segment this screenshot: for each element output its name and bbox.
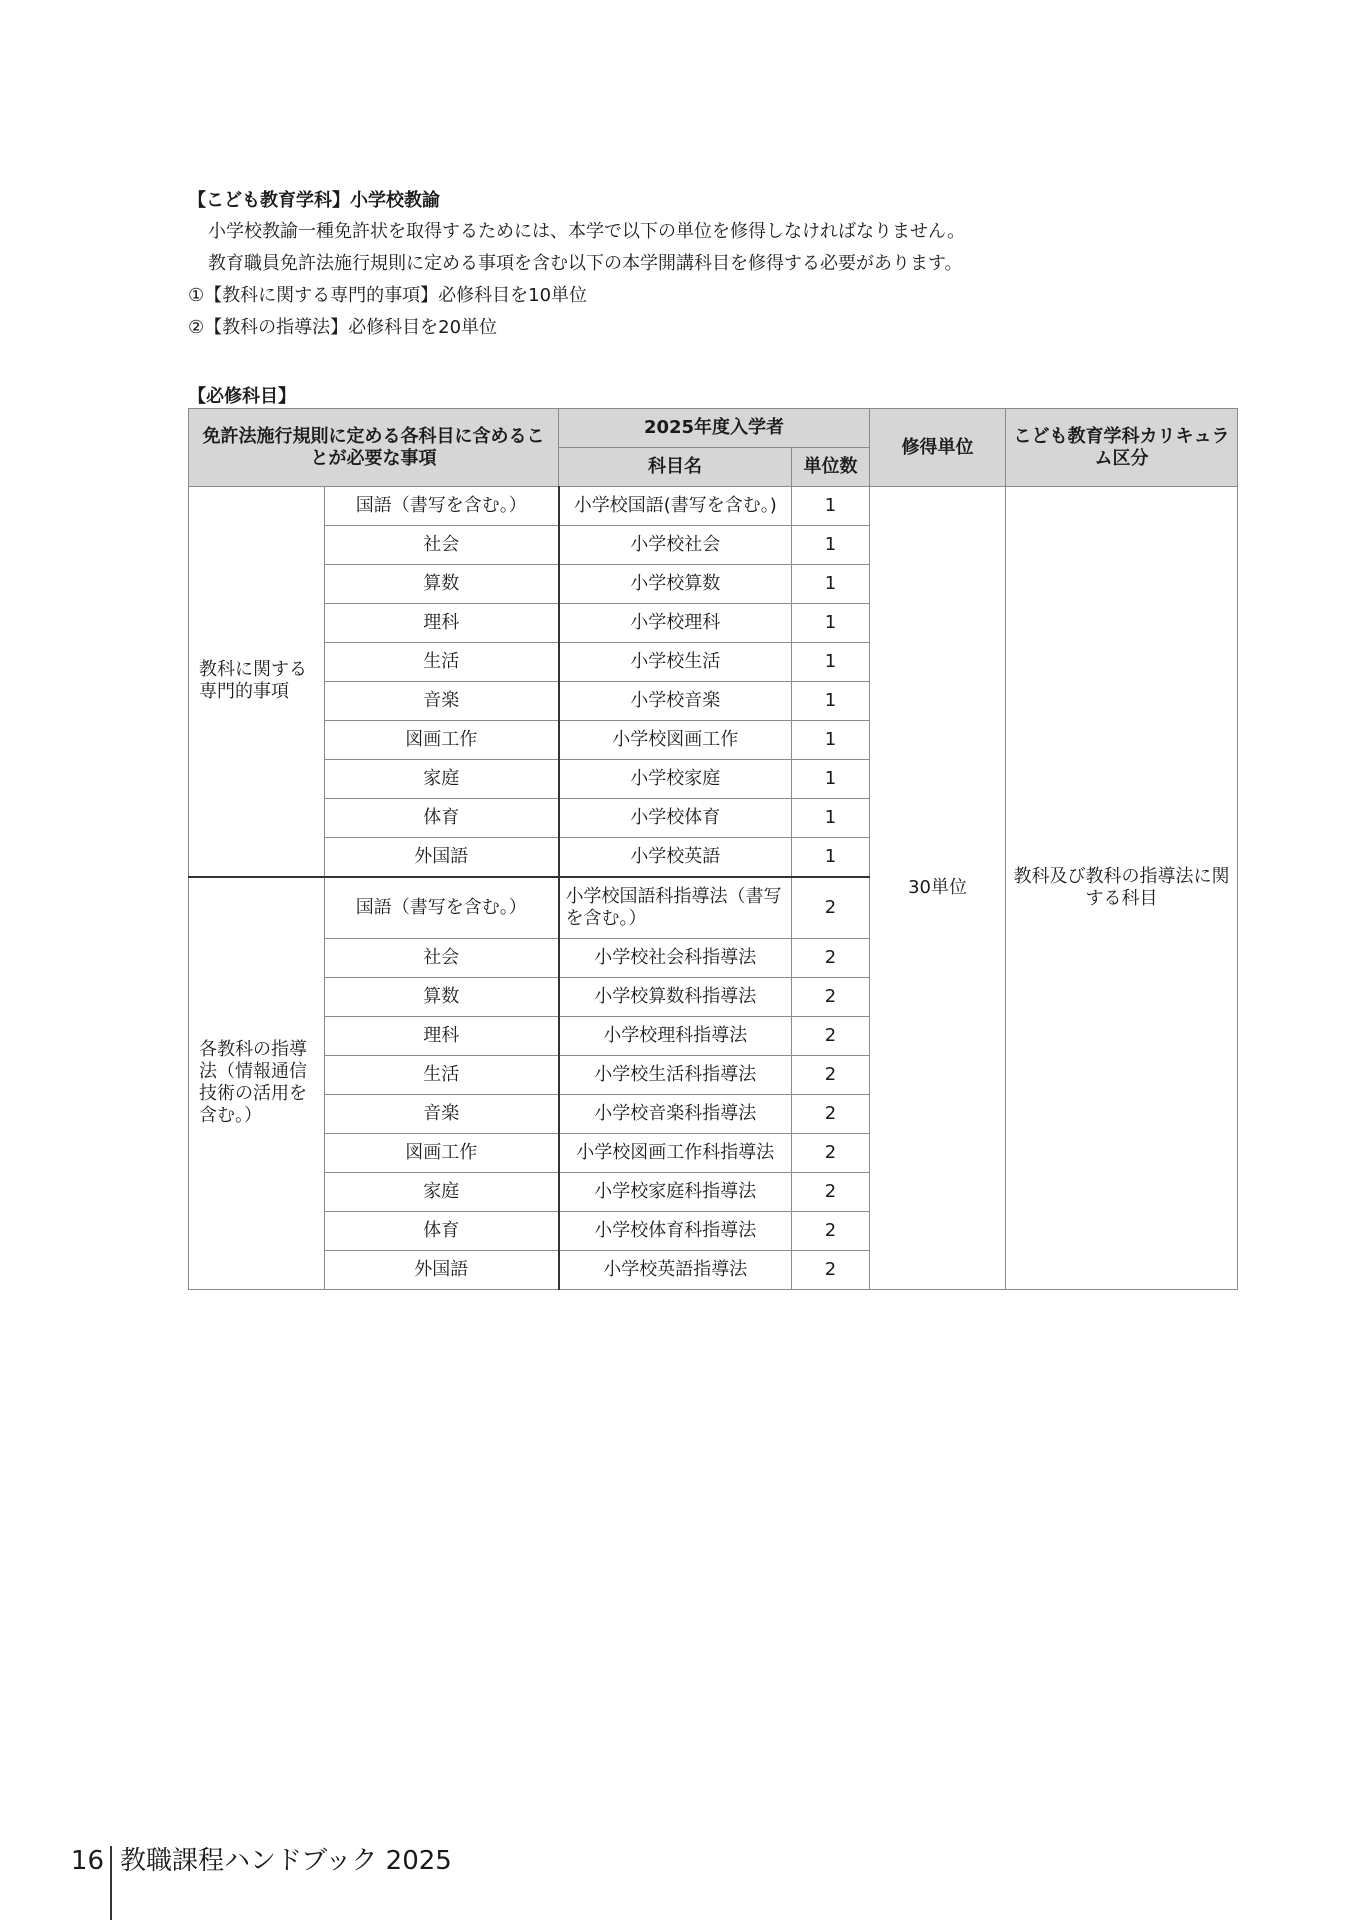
- curriculum-category-cell: 教科及び教科の指導法に関する科目: [1006, 487, 1238, 1290]
- subject-cell: 小学校図画工作: [559, 721, 792, 760]
- credits-cell: 1: [792, 643, 870, 682]
- area-cell: 生活: [325, 643, 559, 682]
- credits-cell: 2: [792, 939, 870, 978]
- credits-cell: 2: [792, 1056, 870, 1095]
- subject-cell: 小学校体育: [559, 799, 792, 838]
- subject-cell: 小学校音楽: [559, 682, 792, 721]
- section-heading: 【こども教育学科】小学校教諭: [188, 190, 440, 211]
- credits-cell: 2: [792, 877, 870, 939]
- requirement-item-2: ②【教科の指導法】必修科目を20単位: [188, 317, 498, 338]
- header-matters: 免許法施行規則に定める各科目に含めることが必要な事項: [189, 409, 559, 487]
- subject-cell: 小学校生活科指導法: [559, 1056, 792, 1095]
- area-cell: 家庭: [325, 760, 559, 799]
- credits-cell: 2: [792, 1134, 870, 1173]
- subject-cell: 小学校国語科指導法（書写を含む。）: [559, 877, 792, 939]
- table-row: [189, 487, 1238, 526]
- area-cell: 外国語: [325, 1251, 559, 1290]
- intro-line-1: 小学校教諭一種免許状を取得するためには、本学で以下の単位を修得しなければなりません。: [208, 221, 966, 242]
- subject-cell: 小学校国語(書写を含む。): [559, 487, 792, 526]
- subject-cell: 小学校算数科指導法: [559, 978, 792, 1017]
- requirement-item-1: ①【教科に関する専門的事項】必修科目を10単位: [188, 285, 588, 306]
- subject-cell: 小学校音楽科指導法: [559, 1095, 792, 1134]
- header-credits: 単位数: [792, 448, 870, 487]
- subject-cell: 小学校社会: [559, 526, 792, 565]
- area-cell: 体育: [325, 1212, 559, 1251]
- credits-cell: 1: [792, 799, 870, 838]
- credits-cell: 2: [792, 978, 870, 1017]
- subject-cell: 小学校社会科指導法: [559, 939, 792, 978]
- credits-cell: 1: [792, 526, 870, 565]
- credits-cell: 1: [792, 760, 870, 799]
- subject-cell: 小学校英語指導法: [559, 1251, 792, 1290]
- area-cell: 国語（書写を含む。）: [325, 487, 559, 526]
- subject-cell: 小学校図画工作科指導法: [559, 1134, 792, 1173]
- area-cell: 国語（書写を含む。）: [325, 877, 559, 939]
- credits-cell: 1: [792, 721, 870, 760]
- subject-cell: 小学校家庭: [559, 760, 792, 799]
- subject-cell: 小学校理科: [559, 604, 792, 643]
- area-cell: 算数: [325, 978, 559, 1017]
- area-cell: 社会: [325, 526, 559, 565]
- table-title: 【必修科目】: [188, 386, 296, 407]
- credits-cell: 1: [792, 565, 870, 604]
- required-subjects-table: [188, 408, 1238, 1290]
- credits-cell: 2: [792, 1251, 870, 1290]
- credits-cell: 2: [792, 1095, 870, 1134]
- header-year-group: 2025年度入学者: [559, 409, 870, 448]
- area-cell: 生活: [325, 1056, 559, 1095]
- intro-line-2: 教育職員免許法施行規則に定める事項を含む以下の本学開講科目を修得する必要があります。: [208, 253, 963, 274]
- group-label-specialized: 教科に関する専門的事項: [189, 487, 325, 877]
- area-cell: 外国語: [325, 838, 559, 877]
- footer-divider: [110, 1846, 112, 1920]
- credits-cell: 1: [792, 682, 870, 721]
- area-cell: 算数: [325, 565, 559, 604]
- group-label-teaching-methods: 各教科の指導法（情報通信技術の活用を含む。）: [189, 877, 325, 1290]
- subject-cell: 小学校英語: [559, 838, 792, 877]
- header-subject-name: 科目名: [559, 448, 792, 487]
- area-cell: 理科: [325, 604, 559, 643]
- area-cell: 体育: [325, 799, 559, 838]
- area-cell: 図画工作: [325, 1134, 559, 1173]
- subject-cell: 小学校家庭科指導法: [559, 1173, 792, 1212]
- subject-cell: 小学校生活: [559, 643, 792, 682]
- intro-section: [188, 186, 1238, 428]
- credits-cell: 2: [792, 1212, 870, 1251]
- header-earned: 修得単位: [870, 409, 1006, 487]
- area-cell: 社会: [325, 939, 559, 978]
- area-cell: 家庭: [325, 1173, 559, 1212]
- subject-cell: 小学校算数: [559, 565, 792, 604]
- credits-cell: 1: [792, 604, 870, 643]
- page-number: 16: [70, 1846, 104, 1876]
- handbook-title: 教職課程ハンドブック 2025: [120, 1846, 452, 1876]
- area-cell: 理科: [325, 1017, 559, 1056]
- credits-cell: 2: [792, 1017, 870, 1056]
- header-curriculum: こども教育学科カリキュラム区分: [1006, 409, 1238, 487]
- earned-total-cell: 30単位: [870, 487, 1006, 1290]
- credits-cell: 2: [792, 1173, 870, 1212]
- credits-cell: 1: [792, 838, 870, 877]
- area-cell: 音楽: [325, 682, 559, 721]
- subject-cell: 小学校理科指導法: [559, 1017, 792, 1056]
- credits-cell: 1: [792, 487, 870, 526]
- subject-cell: 小学校体育科指導法: [559, 1212, 792, 1251]
- area-cell: 図画工作: [325, 721, 559, 760]
- area-cell: 音楽: [325, 1095, 559, 1134]
